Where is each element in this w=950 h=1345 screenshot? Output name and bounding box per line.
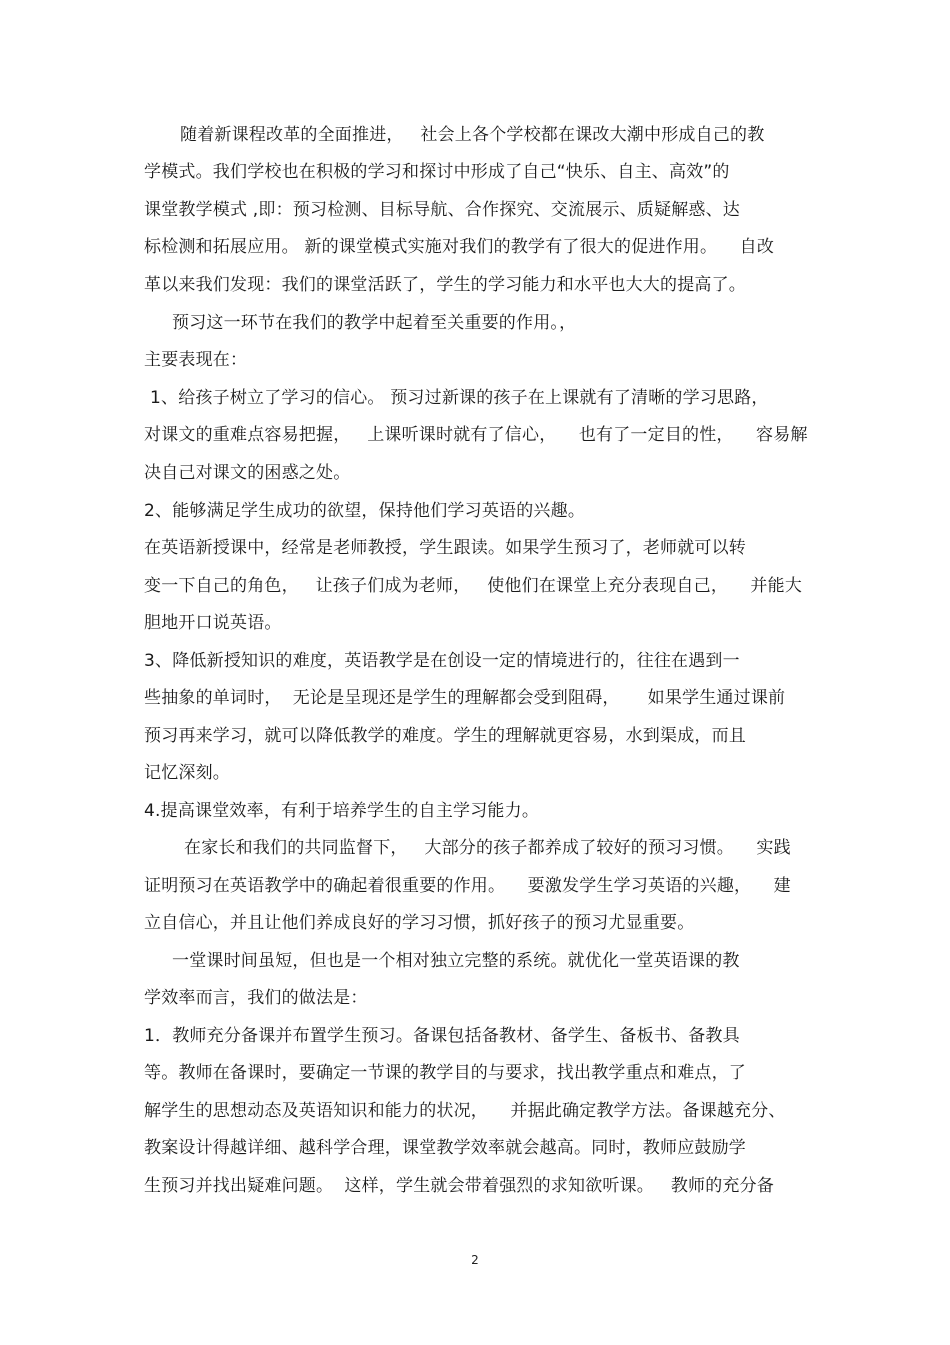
text-line: 在家长和我们的共同监督下， 大部分的孩子都养成了较好的预习习惯。 实践	[184, 838, 791, 858]
text-line: 4.提高课堂效率，有利于培养学生的自主学习能力。	[144, 801, 540, 821]
text-line: 在英语新授课中，经常是老师教授，学生跟读。如果学生预习了，老师就可以转	[144, 538, 746, 558]
text-line: 胆地开口说英语。	[144, 613, 282, 633]
text-line: 预习这一环节在我们的教学中起着至关重要的作用。，	[172, 313, 577, 333]
text-line: 对课文的重难点容易把握， 上课听课时就有了信心， 也有了一定目的性， 容易解	[144, 425, 808, 445]
text-line: 记忆深刻。	[144, 763, 230, 783]
text-line: 解学生的思想动态及英语知识和能力的状况， 并据此确定教学方法。备课越充分、	[144, 1101, 786, 1121]
text-line: 1、给孩子树立了学习的信心。 预习过新课的孩子在上课就有了清晰的学习思路，	[150, 388, 769, 408]
text-line: 变一下自己的角色， 让孩子们成为老师， 使他们在课堂上充分表现自己， 并能大	[144, 576, 803, 596]
text-line: 2、能够满足学生成功的欲望，保持他们学习英语的兴趣。	[144, 501, 586, 521]
text-line: 学效率而言，我们的做法是：	[144, 988, 368, 1008]
text-line: 证明预习在英语教学中的确起着很重要的作用。 要激发学生学习英语的兴趣， 建	[144, 876, 791, 896]
text-line: 革以来我们发现：我们的课堂活跃了，学生的学习能力和水平也大大的提高了。	[144, 275, 746, 295]
text-line: 决自己对课文的困惑之处。	[144, 463, 351, 483]
text-line: 生预习并找出疑难问题。 这样，学生就会带着强烈的求知欲听课。 教师的充分备	[144, 1176, 775, 1196]
text-line: 1．教师充分备课并布置学生预习。备课包括备教材、备学生、备板书、备教具	[144, 1026, 740, 1046]
page-number: 2	[471, 1253, 479, 1267]
text-line: 随着新课程改革的全面推进， 社会上各个学校都在课改大潮中形成自己的教	[180, 125, 765, 145]
text-line: 立自信心，并且让他们养成良好的学习习惯，抓好孩子的预习尤显重要。	[144, 913, 695, 933]
text-line: 课堂教学模式 ,即：预习检测、目标导航、合作探究、交流展示、质疑解惑、达	[144, 200, 741, 220]
text-line: 学模式。我们学校也在积极的学习和探讨中形成了自己“快乐、自主、高效”的	[144, 162, 730, 182]
text-line: 等。教师在备课时，要确定一节课的教学目的与要求，找出教学重点和难点，了	[144, 1063, 746, 1083]
text-line: 些抽象的单词时， 无论是呈现还是学生的理解都会受到阻碍， 如果学生通过课前	[144, 688, 786, 708]
text-line: 预习再来学习，就可以降低教学的难度。学生的理解就更容易，水到渠成，而且	[144, 726, 746, 746]
text-line: 主要表现在：	[144, 350, 248, 370]
text-line: 3、降低新授知识的难度，英语教学是在创设一定的情境进行的，往往在遇到一	[144, 651, 740, 671]
text-line: 一堂课时间虽短，但也是一个相对独立完整的系统。就优化一堂英语课的教	[172, 951, 740, 971]
text-line: 标检测和拓展应用。 新的课堂模式实施对我们的教学有了很大的促进作用。 自改	[144, 237, 775, 257]
text-line: 教案设计得越详细、越科学合理，课堂教学效率就会越高。同时，教师应鼓励学	[144, 1138, 746, 1158]
